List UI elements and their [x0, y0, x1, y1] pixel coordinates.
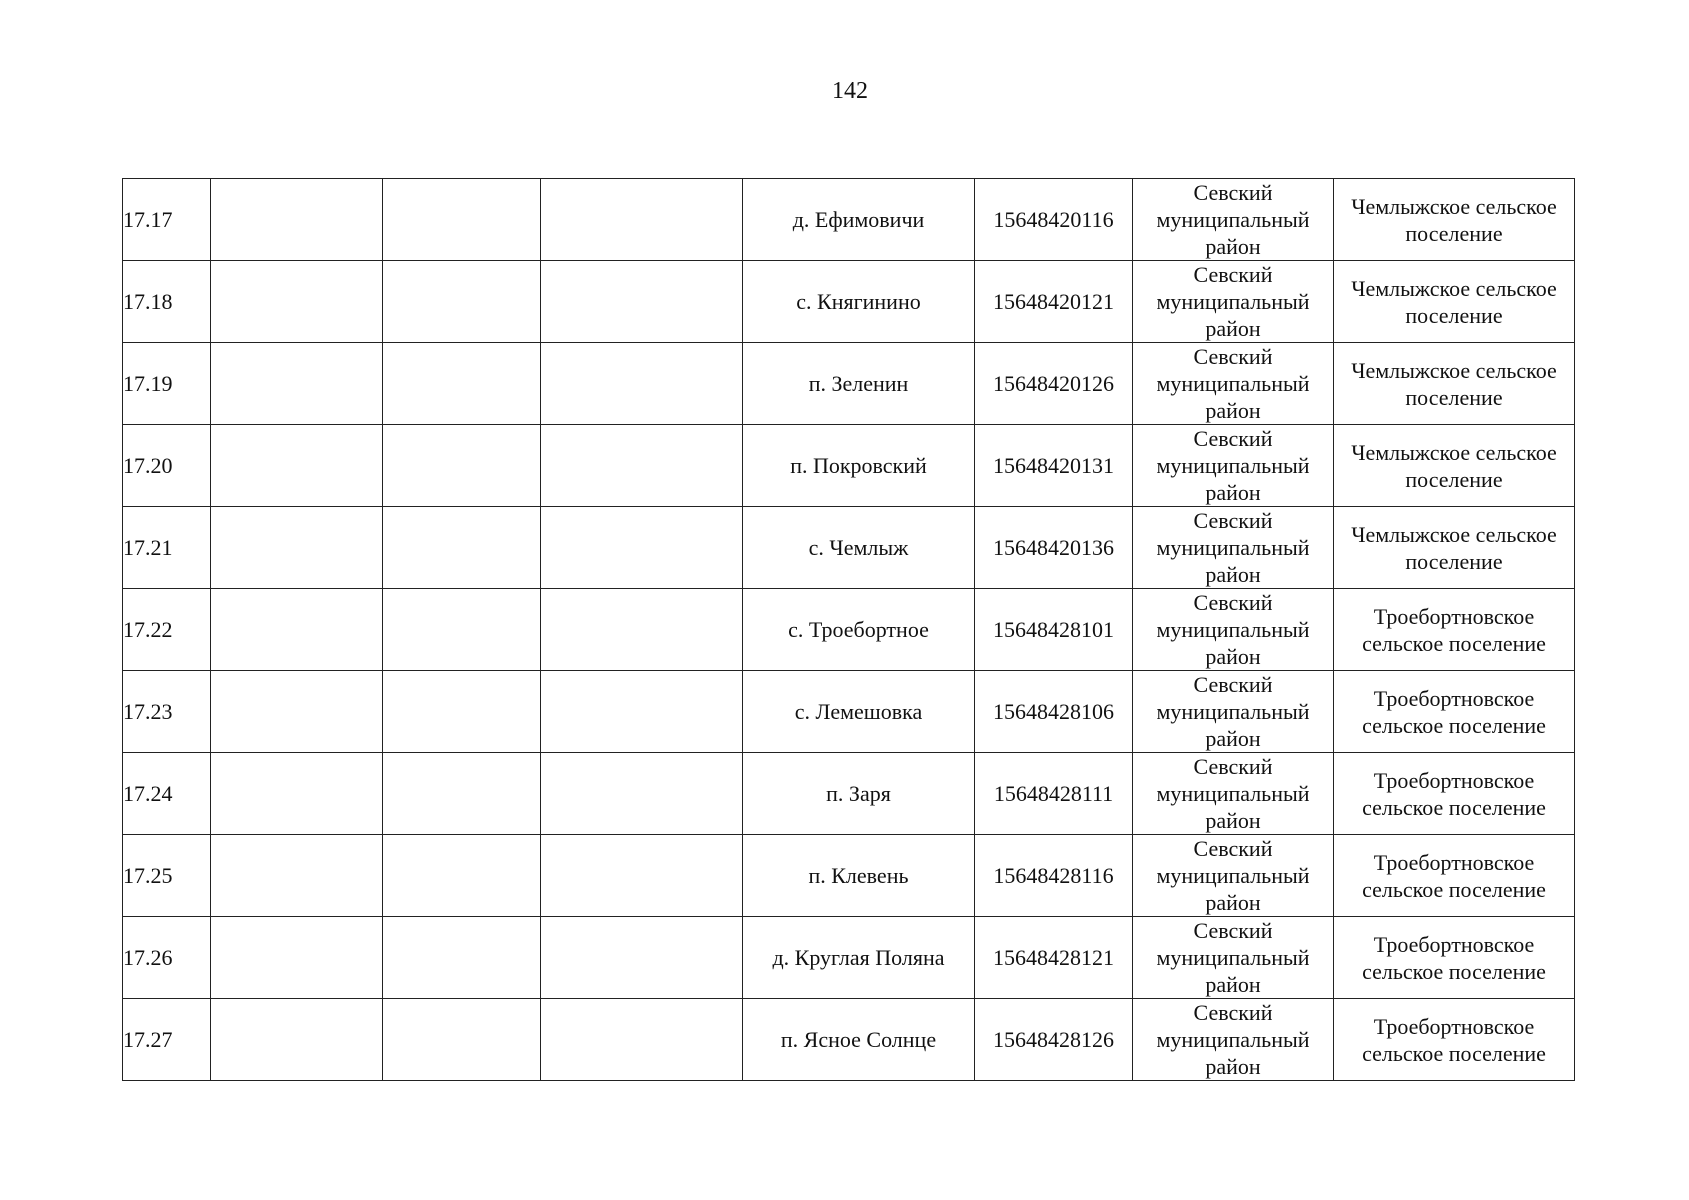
settlement-name-cell: п. Зеленин	[743, 343, 975, 425]
row-number-cell: 17.20	[123, 425, 211, 507]
empty-cell	[211, 179, 383, 261]
empty-cell	[383, 507, 541, 589]
district-line: район	[1205, 398, 1261, 423]
table-row	[123, 753, 1575, 835]
table-row	[123, 671, 1575, 753]
settlement-name-cell: п. Заря	[743, 753, 975, 835]
settlement-line: поселение	[1405, 220, 1503, 246]
district-line: Севский	[1193, 344, 1273, 369]
municipal-district-cell	[1133, 179, 1334, 261]
settlement-line: поселение	[1405, 548, 1503, 574]
oktmo-code-cell: 15648420136	[975, 507, 1133, 589]
district-line: район	[1205, 480, 1261, 505]
district-line: Севский	[1193, 836, 1273, 861]
municipal-district-cell	[1133, 835, 1334, 917]
empty-cell	[211, 425, 383, 507]
settlement-line: сельское поселение	[1362, 794, 1546, 820]
settlement-name-cell: п. Ясное Солнце	[743, 999, 975, 1081]
settlement-line: Троебортновское	[1373, 603, 1535, 629]
settlement-line: сельское поселение	[1362, 876, 1546, 902]
empty-cell	[541, 507, 743, 589]
district-line: муниципальный	[1156, 617, 1310, 642]
district-line: Севский	[1193, 426, 1273, 451]
municipal-district-cell	[1133, 671, 1334, 753]
empty-cell	[383, 343, 541, 425]
empty-cell	[541, 179, 743, 261]
empty-cell	[383, 179, 541, 261]
district-line: Севский	[1193, 672, 1273, 697]
row-number-cell: 17.23	[123, 671, 211, 753]
table-row	[123, 999, 1575, 1081]
district-line: Севский	[1193, 754, 1273, 779]
row-number-cell: 17.22	[123, 589, 211, 671]
row-number-cell: 17.26	[123, 917, 211, 999]
district-line: Севский	[1193, 1000, 1273, 1025]
municipal-district-cell	[1133, 343, 1334, 425]
rural-settlement-cell	[1334, 671, 1575, 753]
settlement-name-cell: д. Ефимовичи	[743, 179, 975, 261]
oktmo-code-cell: 15648428116	[975, 835, 1133, 917]
district-line: муниципальный	[1156, 289, 1310, 314]
oktmo-code-cell: 15648428106	[975, 671, 1133, 753]
empty-cell	[383, 753, 541, 835]
settlement-line: поселение	[1405, 302, 1503, 328]
district-line: Севский	[1193, 180, 1273, 205]
empty-cell	[383, 589, 541, 671]
district-line: район	[1205, 726, 1261, 751]
table-row	[123, 425, 1575, 507]
rural-settlement-cell	[1334, 261, 1575, 343]
row-number-cell: 17.24	[123, 753, 211, 835]
empty-cell	[211, 343, 383, 425]
row-number-cell: 17.19	[123, 343, 211, 425]
municipal-district-cell	[1133, 261, 1334, 343]
empty-cell	[211, 507, 383, 589]
settlements-table	[122, 178, 1575, 1081]
table-row	[123, 261, 1575, 343]
empty-cell	[211, 999, 383, 1081]
settlement-line: Троебортновское	[1373, 1013, 1535, 1039]
settlement-line: Троебортновское	[1373, 767, 1535, 793]
district-line: район	[1205, 562, 1261, 587]
settlement-line: поселение	[1405, 466, 1503, 492]
empty-cell	[541, 671, 743, 753]
municipal-district-cell	[1133, 589, 1334, 671]
empty-cell	[383, 917, 541, 999]
district-line: район	[1205, 1054, 1261, 1079]
oktmo-code-cell: 15648420131	[975, 425, 1133, 507]
table-row	[123, 917, 1575, 999]
empty-cell	[383, 999, 541, 1081]
rural-settlement-cell	[1334, 343, 1575, 425]
rural-settlement-cell	[1334, 179, 1575, 261]
empty-cell	[211, 589, 383, 671]
settlement-name-cell: п. Клевень	[743, 835, 975, 917]
settlement-line: Чемлыжское сельское	[1351, 439, 1557, 465]
table-body	[123, 179, 1575, 1081]
row-number-cell: 17.27	[123, 999, 211, 1081]
oktmo-code-cell: 15648428126	[975, 999, 1133, 1081]
municipal-district-cell	[1133, 999, 1334, 1081]
page-number: 142	[832, 78, 868, 104]
empty-cell	[383, 671, 541, 753]
district-line: Севский	[1193, 918, 1273, 943]
district-line: район	[1205, 644, 1261, 669]
district-line: муниципальный	[1156, 1027, 1310, 1052]
settlement-line: Троебортновское	[1373, 685, 1535, 711]
district-line: район	[1205, 972, 1261, 997]
rural-settlement-cell	[1334, 425, 1575, 507]
empty-cell	[211, 917, 383, 999]
empty-cell	[541, 835, 743, 917]
oktmo-code-cell: 15648428111	[975, 753, 1133, 835]
settlement-line: сельское поселение	[1362, 958, 1546, 984]
table-row	[123, 179, 1575, 261]
empty-cell	[541, 589, 743, 671]
oktmo-code-cell: 15648420126	[975, 343, 1133, 425]
rural-settlement-cell	[1334, 999, 1575, 1081]
rural-settlement-cell	[1334, 507, 1575, 589]
settlement-line: Чемлыжское сельское	[1351, 275, 1557, 301]
empty-cell	[541, 753, 743, 835]
empty-cell	[383, 835, 541, 917]
empty-cell	[541, 917, 743, 999]
settlement-line: поселение	[1405, 384, 1503, 410]
settlement-name-cell: с. Чемлыж	[743, 507, 975, 589]
rural-settlement-cell	[1334, 917, 1575, 999]
empty-cell	[383, 425, 541, 507]
district-line: район	[1205, 234, 1261, 259]
district-line: муниципальный	[1156, 863, 1310, 888]
district-line: район	[1205, 316, 1261, 341]
municipal-district-cell	[1133, 507, 1334, 589]
settlement-line: сельское поселение	[1362, 712, 1546, 738]
row-number-cell: 17.18	[123, 261, 211, 343]
table-row	[123, 589, 1575, 671]
empty-cell	[541, 343, 743, 425]
district-line: муниципальный	[1156, 371, 1310, 396]
district-line: муниципальный	[1156, 945, 1310, 970]
rural-settlement-cell	[1334, 753, 1575, 835]
empty-cell	[541, 999, 743, 1081]
table-row	[123, 835, 1575, 917]
settlement-name-cell: п. Покровский	[743, 425, 975, 507]
settlement-line: Чемлыжское сельское	[1351, 357, 1557, 383]
settlement-line: Чемлыжское сельское	[1351, 521, 1557, 547]
district-line: муниципальный	[1156, 535, 1310, 560]
district-line: Севский	[1193, 508, 1273, 533]
table-row	[123, 507, 1575, 589]
oktmo-code-cell: 15648428101	[975, 589, 1133, 671]
settlement-name-cell: с. Троебортное	[743, 589, 975, 671]
district-line: район	[1205, 890, 1261, 915]
settlement-line: Чемлыжское сельское	[1351, 193, 1557, 219]
empty-cell	[541, 261, 743, 343]
rural-settlement-cell	[1334, 589, 1575, 671]
empty-cell	[383, 261, 541, 343]
settlement-name-cell: д. Круглая Поляна	[743, 917, 975, 999]
row-number-cell: 17.21	[123, 507, 211, 589]
oktmo-code-cell: 15648420121	[975, 261, 1133, 343]
settlement-line: сельское поселение	[1362, 1040, 1546, 1066]
settlement-line: Троебортновское	[1373, 849, 1535, 875]
municipal-district-cell	[1133, 425, 1334, 507]
empty-cell	[211, 671, 383, 753]
rural-settlement-cell	[1334, 835, 1575, 917]
oktmo-code-cell: 15648428121	[975, 917, 1133, 999]
settlement-name-cell: с. Лемешовка	[743, 671, 975, 753]
district-line: муниципальный	[1156, 207, 1310, 232]
district-line: муниципальный	[1156, 699, 1310, 724]
district-line: муниципальный	[1156, 453, 1310, 478]
empty-cell	[211, 835, 383, 917]
row-number-cell: 17.25	[123, 835, 211, 917]
district-line: район	[1205, 808, 1261, 833]
empty-cell	[541, 425, 743, 507]
district-line: Севский	[1193, 262, 1273, 287]
empty-cell	[211, 261, 383, 343]
settlement-line: сельское поселение	[1362, 630, 1546, 656]
empty-cell	[211, 753, 383, 835]
settlement-line: Троебортновское	[1373, 931, 1535, 957]
district-line: Севский	[1193, 590, 1273, 615]
row-number-cell: 17.17	[123, 179, 211, 261]
oktmo-code-cell: 15648420116	[975, 179, 1133, 261]
district-line: муниципальный	[1156, 781, 1310, 806]
municipal-district-cell	[1133, 917, 1334, 999]
table-row	[123, 343, 1575, 425]
settlement-name-cell: с. Княгинино	[743, 261, 975, 343]
municipal-district-cell	[1133, 753, 1334, 835]
